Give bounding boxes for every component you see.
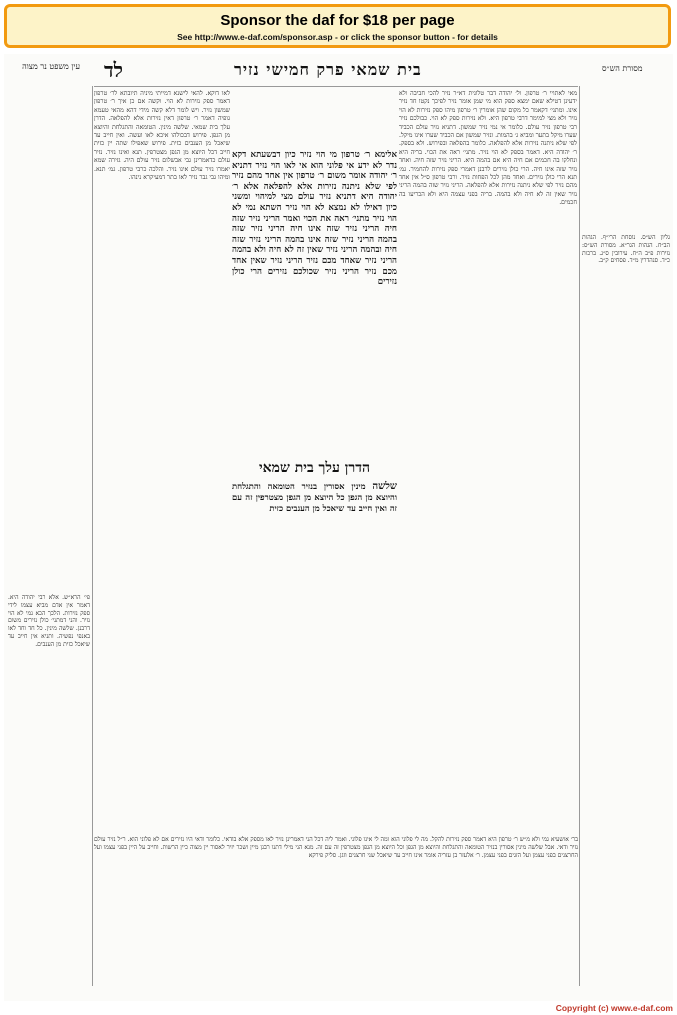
- rosh-commentary: פי׳ הרא״ש. אלא רבי יהודה היא. דאמר אין אדם מביא עצמו לידי ספק נזירות. הלכך הכא נמי לא הוי נזיר. והני דמתני׳ כולן נזירים משום דרבנן. שלשה מינין. כל חד וחד לאו באנפי נפשיה. ותניא אין חייב עד שיאכל כזית מן הענבים.: [8, 594, 90, 648]
- page-number: לד: [104, 58, 123, 82]
- masoret-hashas-label: מסורת הש״ס: [602, 64, 643, 73]
- left-margin-rule: [92, 86, 93, 986]
- right-margin-notes: גליון הש״ס. נוסחת הרי״ף. הגהות הב״ח. הגהות הגר״א. מסורת הש״ס: נזירות פ״ב ה״ח. עירובין ס״ג. ברכות כ״ד. סנהדרין מ״ד. פסחים ק״ב.: [582, 234, 670, 265]
- header-rule: [94, 86, 578, 87]
- talmud-page-scan: [4, 54, 673, 1001]
- mishna-text: [232, 481, 397, 513]
- rashi-commentary: מאי לאתויי ר׳ טרפון. ול׳ יהודה דבר טלונית דא״ר נזיר להכי חביבה ולא ידעינן דטילא שאם ימצא ספק הוא מי שמן אומר נזיר לפיכך נקטו חד נזיר אינו. ומתני׳ דקאמר כל מקום שהן אומרין ר׳ טרפון מיהו ספק נזירות לא הוי נזיר ולא מצי למימר דרבי טרפון היא. ולא נזירות ספק לא הוי. כבולכם נזיר רבי טרפון נזיר עולם. כלומר אי נמי נזיר שמשון. דתניא נזיר עולם הכביד שערו מיקל בתער ומביא ג׳ בהמות. ונזיר שמשון אם הכביד שערו אינו מיקל. לפי שלא ניתנה נזירות אלא להפלאה. כלומר בהפלאה ובפירוש. ולא בספק. ר׳ יהודה היא. דאמר בספק לא הוי נזיר. מתני׳ ראה את הכוי. בריה היא ונחלקו בה חכמים אם חיה היא אם בהמה היא. הריני נזיר שזה חיה. ואחד נזיר שזה אינו חיה. הרי כולן נזירים לרבנן דאמרי ספק נזירות להחמיר. גמ׳ תנא הרי כולן נזירים. ואחד מהן לכל הפחות נזיר. ורבי טרפון ס״ל אין אחד מהם נזיר לפי שלא ניתנה נזירות אלא להפלאה. הריני נזיר שזה בהמה הריני נזיר שאין זה לא חיה ולא בהמה. בריה בפני עצמה היא ולא הכריעו בה חכמים.: [399, 90, 577, 207]
- mishna-opening-word: שלשה: [372, 481, 397, 492]
- hadran-section: [232, 458, 397, 563]
- sponsor-banner[interactable]: [4, 4, 671, 48]
- gemara-text: אלימא ר׳ טרפון מי הוי נזיר כיון דבשעתא דקא נדר לא ידע אי פלוני הוא אי לאו הוי נזיר דתניא ר׳ יהודה אומר משום ר׳ טרפון אין אחד מהם נזיר לפי שלא ניתנה נזירות אלא להפלאה אלא ר׳ יהודה היא דתניא נזיר עולם מצי למיהוי ומשני כיון דאילו לא נמצא לא הוי נזיר השתא נמי לא הוי נזיר מתני׳ ראה את הכוי ואמר הריני נזיר שזה חיה הריני נזיר שזה אינו חיה הריני נזיר שזה בהמה הריני נזיר שזה אינו בהמה הריני נזיר שזה חיה ובהמה הריני נזיר שאין זה לא חיה ולא בהמה הריני נזיר שאחד מכם נזיר הריני נזיר שאין אחד מכם נזיר הריני נזיר שכולכם נזירים הרי כולן נזירים: [232, 150, 397, 288]
- hadran-title: הדרן עלך בית שמאי: [258, 460, 371, 476]
- sponsor-title[interactable]: Sponsor the daf for $18 per page: [220, 12, 455, 29]
- tosfos-commentary: לאו דוקא. להאי לישנא דמייתי מיניה תיובתא לר׳ טרפון דאמר ספק נזירות לא הוי. וקשה אם כן איך ר׳ טרפון שמשון נזיר. ויש לומר דלא קשה מידי דהא מהאי טעמא גופיה דאמר ר׳ טרפון דאין נזירות אלא להפלאה. הדרן עלך בית שמאי. שלשה מינין. הטומאה והתגלחת והיוצא מן הגפן. פירוש דבכולהו איכא לאו ועשה. ואין חייב עד שיאכל מן הענבים כזית. פירוש שאפילו שתה יין כזית חייב דכל היוצא מן הגפן מצטרפין. תנא ואינו נזיר. נזיר עולם כדאמרינן גבי אבשלום נזיר עולם היה. גזירה שמא יאמרו נזיר עולם אינו נזיר. והלכה כרבי טרפון. גמ׳ תנא. ומיהו גבי גבר נזיר לאו בתר דמעיקרא נינהו.: [94, 90, 230, 182]
- page-header: בית שמאי פרק חמישי נזיר: [234, 60, 422, 79]
- bottom-commentary: בר׳ אושעיא גמי ולא מ״ש ר׳ טרפון היא דאמר ספק נזירות להקל. מה לי פלוני הוא ומה לי אינו פלוני. ואמר ליה דכל הני דאמרינן נזיר לאו מספק אלא בודאי. כלומר ודאי היו נזירים אם לא פלוני הוא. ר״ל נזיר עולם נזיר ודאי. אבל שלשה מינין אסורין בנזיר הטומאה והתגלחת והיוצא מן הגפן וכל היוצא מן הגפן מצטרפין זה עם זה. מנא הני מילי דתנו רבנן מיין ושכר יזיר לאסור יין מצוה כיין הרשות. וחייב על היין בפני עצמו ועל החרצנים בפני עצמן ועל הזגים בפני עצמן. ר׳ אלעזר בן עזריה אומר אינו חייב עד שיאכל שני חרצנים וזגן. סליק פירקא: [94, 836, 578, 859]
- right-margin-rule: [579, 86, 580, 986]
- copyright-link[interactable]: Copyright (c) www.e-daf.com: [555, 1003, 673, 1013]
- mishna-body: מינין אסורין בנזיר הטומאה והתגלחת והיוצא מן הגפן כל היוצא מן הגפן מצטרפין זה עם זה ואין חייב עד שיאכל מן הענבים כזית: [232, 481, 397, 513]
- ein-mishpat-label: עין משפט נר מצוה: [22, 62, 80, 71]
- sponsor-subtitle[interactable]: See http://www.e-daf.com/sponsor.asp - or click the sponsor button - for details: [177, 32, 498, 42]
